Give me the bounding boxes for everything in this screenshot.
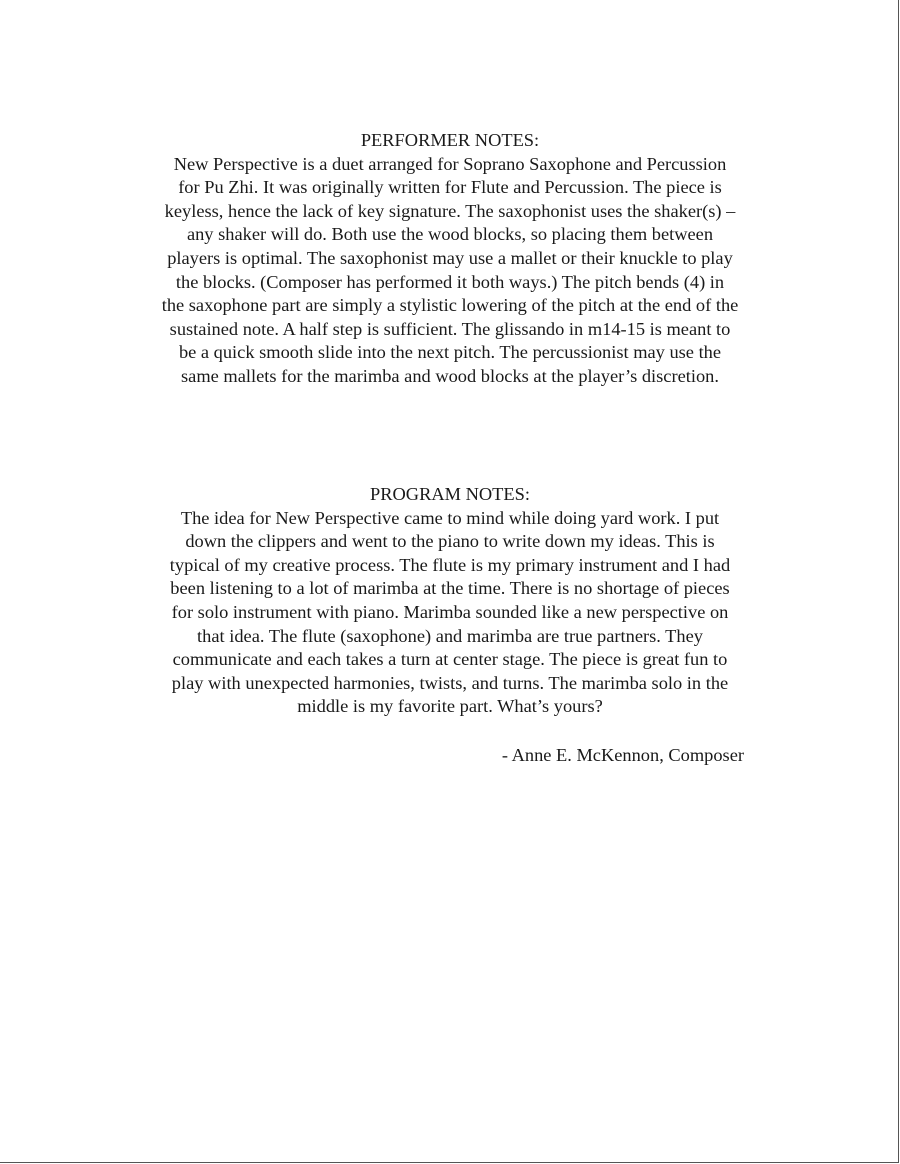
program-notes-section <box>120 483 780 719</box>
performer-notes-line: New Perspective is a duet arranged for Soprano Saxophone and Percussion <box>173 153 727 174</box>
program-notes-line: for solo instrument with piano. Marimba sounded like a new perspective on <box>171 601 729 622</box>
program-notes-line: The idea for New Perspective came to mind while doing yard work. I put <box>180 507 720 528</box>
program-notes-line: play with unexpected harmonies, twists, and turns. The marimba solo in the <box>171 672 729 693</box>
performer-notes-line: any shaker will do. Both use the wood blocks, so placing them between <box>186 224 714 245</box>
program-notes-line: been listening to a lot of marimba at the time. There is no shortage of pieces <box>170 578 730 599</box>
performer-notes-line: players is optimal. The saxophonist may use a mallet or their knuckle to play <box>167 247 733 268</box>
performer-notes-section <box>120 129 780 389</box>
performer-notes-line: be a quick smooth slide into the next pitch. The percussionist may use the <box>178 342 722 363</box>
program-notes-line: down the clippers and went to the piano to write down my ideas. This is <box>185 531 715 552</box>
performer-notes-line: sustained note. A half step is sufficient. The glissando in m14-15 is meant to <box>169 318 731 339</box>
performer-notes-line: the blocks. (Composer has performed it both ways.) The pitch bends (4) in <box>175 271 725 292</box>
performer-notes-heading: PERFORMER NOTES: <box>360 130 540 150</box>
performer-notes-line: same mallets for the marimba and wood blocks at the player’s discretion. <box>181 365 719 386</box>
program-notes-line: typical of my creative process. The flute is my primary instrument and I had <box>169 554 731 575</box>
program-notes-heading: PROGRAM NOTES: <box>370 484 530 504</box>
performer-notes-line: keyless, hence the lack of key signature. The saxophonist uses the shaker(s) – <box>164 200 736 221</box>
composer-signature: - Anne E. McKennon, Composer <box>501 745 744 765</box>
program-notes-line: that idea. The flute (saxophone) and marimba are true partners. They <box>197 625 703 646</box>
performer-notes-line: for Pu Zhi. It was originally written for Flute and Percussion. The piece is <box>178 177 722 198</box>
program-notes-line: communicate and each takes a turn at center stage. The piece is great fun to <box>172 649 728 670</box>
performer-notes-line: the saxophone part are simply a stylistic lowering of the pitch at the end of the <box>161 295 739 316</box>
program-notes-line: middle is my favorite part. What’s yours? <box>297 696 603 717</box>
